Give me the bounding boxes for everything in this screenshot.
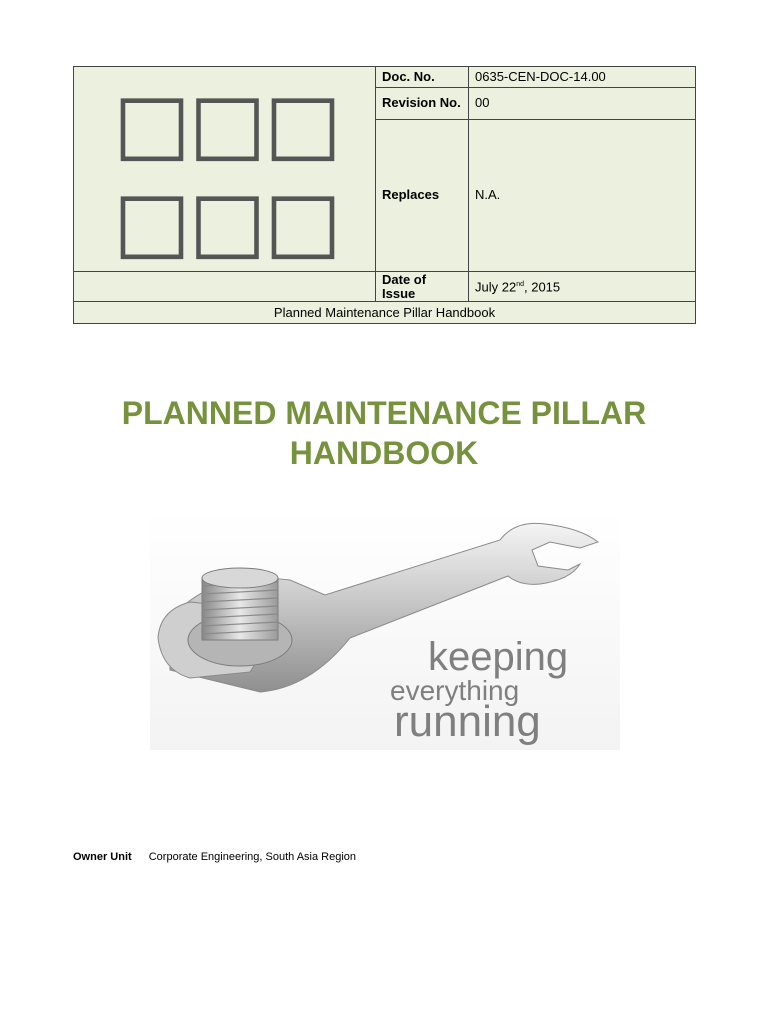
doc-no-label: Doc. No. bbox=[376, 67, 469, 88]
revision-label: Revision No. bbox=[376, 88, 469, 119]
replaces-label: Replaces bbox=[376, 119, 469, 272]
hero-text-running: running bbox=[394, 697, 541, 746]
hero-text-everything: everything bbox=[390, 675, 520, 706]
revision-value: 00 bbox=[469, 88, 696, 119]
company-logo-icon: □□□□□□ bbox=[113, 76, 340, 269]
date-year: , 2015 bbox=[524, 279, 561, 295]
page-title-line1: PLANNED MAINTENANCE PILLAR bbox=[121, 395, 647, 431]
handbook-title-cell: Planned Maintenance Pillar Handbook bbox=[74, 302, 696, 324]
hero-image bbox=[150, 510, 620, 750]
page-title bbox=[0, 393, 768, 473]
document-control-table bbox=[73, 66, 696, 324]
page-title-line2: HANDBOOK bbox=[289, 435, 479, 471]
doc-no-value: 0635-CEN-DOC-14.00 bbox=[469, 67, 696, 88]
date-suffix: nd bbox=[516, 281, 524, 289]
hero-text-keeping: keeping bbox=[428, 635, 569, 679]
owner-unit bbox=[73, 851, 356, 863]
date-label: Date of Issue bbox=[376, 272, 469, 302]
date-value bbox=[469, 272, 696, 302]
replaces-value: N.A. bbox=[469, 119, 696, 272]
owner-unit-value: Corporate Engineering, South Asia Region bbox=[148, 851, 357, 863]
empty-cell bbox=[74, 272, 376, 302]
owner-unit-label: Owner Unit bbox=[73, 851, 132, 863]
company-logo-cell bbox=[74, 67, 376, 272]
date-day: July 22 bbox=[475, 279, 517, 295]
